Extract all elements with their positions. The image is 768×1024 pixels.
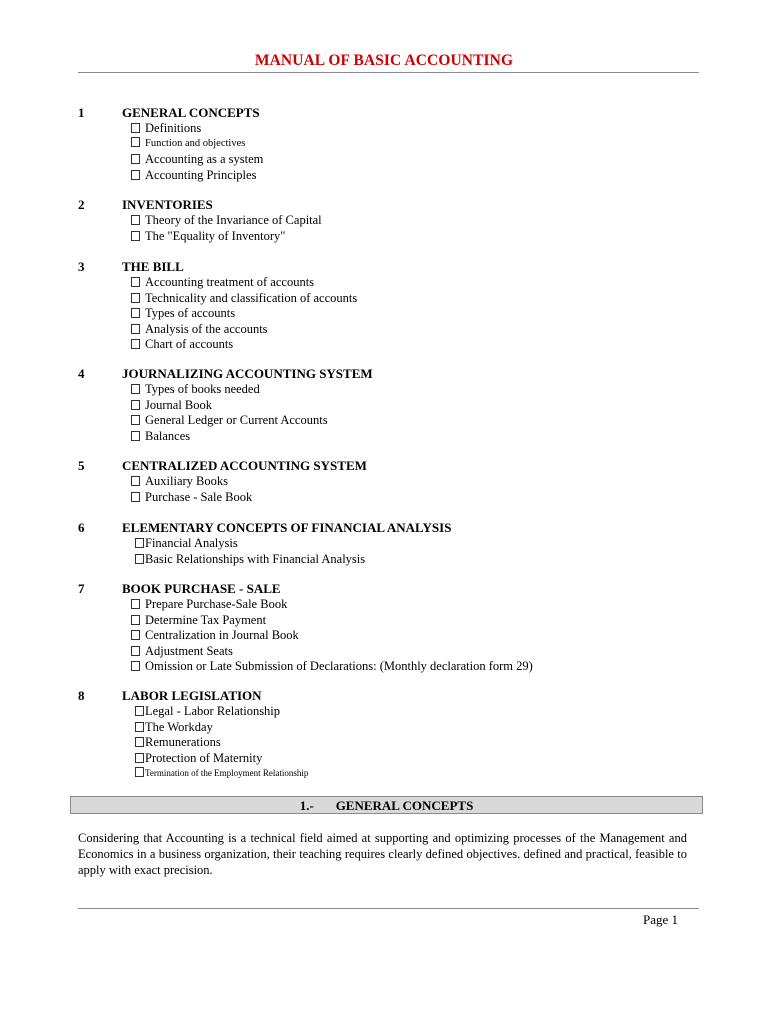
section-heading-number: 1.- — [299, 798, 314, 813]
toc-item — [135, 535, 238, 551]
toc-section-title: GENERAL CONCEPTS — [122, 105, 260, 120]
toc-item-label: Financial Analysis — [145, 536, 238, 551]
toc-section-number: 1 — [78, 105, 85, 120]
missing-glyph-bullet-icon — [131, 613, 140, 623]
missing-glyph-bullet-icon — [131, 229, 140, 239]
toc-item — [131, 596, 287, 612]
toc-item — [131, 228, 285, 244]
toc-item — [131, 120, 201, 136]
missing-glyph-bullet-icon — [131, 168, 140, 178]
toc-section-number: 4 — [78, 366, 85, 381]
toc-item — [131, 381, 260, 397]
toc-item-label: Legal - Labor Relationship — [145, 704, 281, 719]
missing-glyph-bullet-icon — [135, 720, 144, 730]
missing-glyph-bullet-icon — [135, 552, 144, 562]
missing-glyph-bullet-icon — [131, 474, 140, 484]
toc-section-number: 8 — [78, 688, 85, 703]
missing-glyph-bullet-icon — [131, 413, 140, 423]
toc-item — [131, 136, 245, 152]
toc-item — [131, 305, 235, 321]
toc-item-label: Definitions — [145, 121, 202, 136]
toc-item-label: Theory of the Invariance of Capital — [145, 213, 322, 228]
toc-item — [135, 703, 280, 719]
toc-section-title: CENTRALIZED ACCOUNTING SYSTEM — [122, 458, 367, 473]
missing-glyph-bullet-icon — [131, 322, 140, 332]
toc-item — [131, 658, 533, 674]
missing-glyph-bullet-icon — [131, 382, 140, 392]
missing-glyph-bullet-icon — [131, 137, 140, 147]
toc-item-label: General Ledger or Current Accounts — [145, 413, 328, 428]
missing-glyph-bullet-icon — [135, 704, 144, 714]
toc-item-label: Centralization in Journal Book — [145, 628, 299, 643]
missing-glyph-bullet-icon — [131, 291, 140, 301]
toc-item-label: Adjustment Seats — [145, 643, 233, 658]
toc-section-number: 7 — [78, 581, 85, 596]
toc-item-label: Omission or Late Submission of Declarations: (Monthly declaration form 29) — [145, 659, 533, 673]
toc-item-label: Types of accounts — [145, 306, 236, 321]
toc-section-number: 5 — [78, 458, 85, 473]
footer-rule — [78, 908, 699, 909]
toc-item-label: Chart of accounts — [145, 337, 234, 351]
toc-item-label: Termination of the Employment Relationship — [145, 768, 309, 778]
toc-item — [131, 612, 266, 628]
toc-item — [131, 290, 357, 306]
toc-item — [131, 336, 233, 352]
missing-glyph-bullet-icon — [131, 644, 140, 654]
page-title: MANUAL OF BASIC ACCOUNTING — [254, 52, 514, 69]
section-heading-title: GENERAL CONCEPTS — [335, 798, 474, 813]
toc-item-label: Function and objectives — [145, 137, 246, 149]
missing-glyph-bullet-icon — [131, 490, 140, 500]
toc-item-label: The "Equality of Inventory" — [145, 228, 286, 243]
toc-item-label: Journal Book — [145, 397, 213, 412]
toc-item — [131, 412, 328, 428]
toc-item-label: Determine Tax Payment — [145, 612, 267, 627]
missing-glyph-bullet-icon — [135, 536, 144, 546]
toc-item — [131, 167, 256, 183]
toc-item — [131, 321, 268, 337]
toc-item — [135, 765, 308, 781]
toc-item — [135, 750, 262, 766]
toc-section-title: INVENTORIES — [122, 197, 213, 212]
toc-item — [131, 274, 314, 290]
toc-item — [131, 428, 190, 444]
page-number: Page 1 — [642, 912, 678, 927]
toc-item-label: Accounting treatment of accounts — [145, 275, 315, 290]
toc-section-number: 2 — [78, 197, 85, 212]
missing-glyph-bullet-icon — [131, 152, 140, 162]
toc-section-title: BOOK PURCHASE - SALE — [122, 581, 281, 596]
missing-glyph-bullet-icon — [131, 306, 140, 316]
toc-item-label: Purchase - Sale Book — [145, 489, 253, 504]
missing-glyph-bullet-icon — [131, 597, 140, 607]
missing-glyph-bullet-icon — [131, 121, 140, 131]
missing-glyph-bullet-icon — [135, 735, 144, 745]
intro-paragraph: Considering that Accounting is a technical field aimed at supporting and optimizing processes of the Management and Economics in a business organization, their teaching requires clearly defined objectives. defined and practical, feasible to apply with exact precision. — [78, 831, 687, 877]
toc-item-label: Types of books needed — [145, 382, 260, 397]
toc-item-label: Basic Relationships with Financial Analysis — [145, 551, 366, 566]
missing-glyph-bullet-icon — [131, 628, 140, 638]
toc-item-label: Protection of Maternity — [145, 750, 263, 765]
toc-item-label: Balances — [145, 428, 191, 443]
toc-item-label: Accounting as a system — [145, 152, 264, 167]
missing-glyph-bullet-icon — [131, 398, 140, 408]
toc-item — [131, 397, 212, 413]
missing-glyph-bullet-icon — [131, 275, 140, 285]
toc-item — [131, 473, 228, 489]
toc-item — [131, 212, 322, 228]
missing-glyph-bullet-icon — [131, 429, 140, 439]
toc-item — [131, 151, 263, 167]
missing-glyph-bullet-icon — [135, 766, 144, 776]
toc-item-label: Auxiliary Books — [145, 474, 228, 489]
toc-item-label: Technicality and classification of accounts — [145, 290, 358, 305]
toc-item-label: The Workday — [145, 719, 213, 734]
toc-section-title: JOURNALIZING ACCOUNTING SYSTEM — [122, 366, 373, 381]
missing-glyph-bullet-icon — [135, 751, 144, 761]
toc-item — [131, 489, 252, 505]
toc-item — [135, 719, 213, 735]
section-heading-box — [70, 796, 703, 814]
toc-item-label: Accounting Principles — [145, 167, 257, 182]
toc-item — [135, 734, 221, 750]
missing-glyph-bullet-icon — [131, 213, 140, 223]
toc-item — [131, 627, 299, 643]
toc-section-number: 3 — [78, 259, 85, 274]
toc-section-title: THE BILL — [122, 259, 184, 274]
toc-section-title: ELEMENTARY CONCEPTS OF FINANCIAL ANALYSIS — [122, 520, 452, 535]
toc-item-label: Remunerations — [145, 735, 221, 750]
toc-item-label: Analysis of the accounts — [145, 321, 268, 336]
toc-item-label: Prepare Purchase-Sale Book — [145, 597, 288, 612]
toc-section-title: LABOR LEGISLATION — [122, 688, 262, 703]
missing-glyph-bullet-icon — [131, 659, 140, 669]
toc-item — [135, 551, 365, 567]
missing-glyph-bullet-icon — [131, 337, 140, 347]
toc-section-number: 6 — [78, 520, 85, 535]
toc-item — [131, 643, 233, 659]
